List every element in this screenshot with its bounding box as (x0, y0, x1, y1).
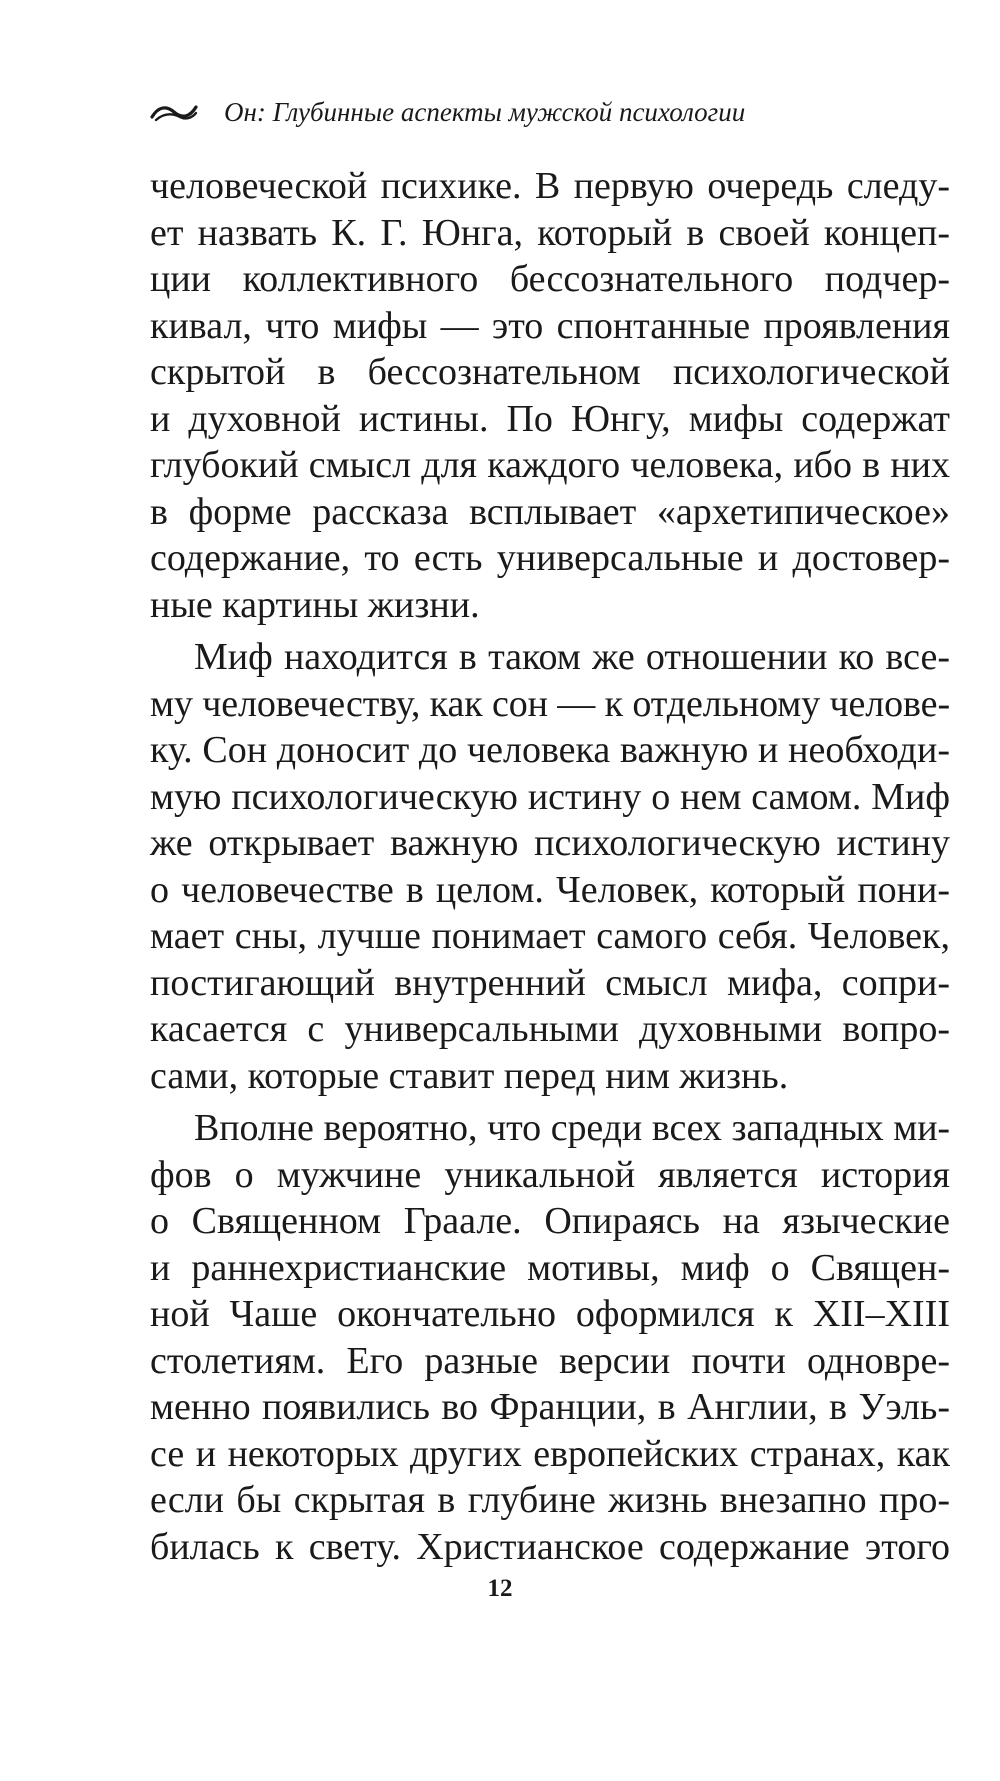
running-header (150, 92, 950, 132)
text-line: менно появились во Франции, в Англии, в Уэль- (150, 1386, 950, 1428)
text-line: постигающий внутренний смысл мифа, сопри- (150, 961, 950, 1004)
text-line: сами, которые ставит перед ним жизнь. (150, 1054, 789, 1097)
text-line: и духовной истины. По Юнгу, мифы содержат (150, 397, 950, 440)
text-line: ной Чаше окончательно оформился к XII–XIII (150, 1293, 950, 1335)
header-title: Он: Глубинные аспекты мужской психологии (224, 96, 746, 127)
text-line: же открывает важную психологическую истину (150, 822, 950, 864)
text-line: человеческой психике. В первую очередь следу- (150, 165, 950, 207)
text-line: Миф находится в таком же отношении ко все- (194, 636, 950, 678)
text-line: столетиям. Его разные версии почти одновре- (150, 1339, 950, 1382)
paragraph (150, 1105, 950, 1570)
text-line: ет назвать К. Г. Юнга, который в своей концеп- (150, 211, 950, 254)
paragraph (150, 163, 950, 628)
text-line: и раннехристианские мотивы, миф о Священ- (150, 1246, 950, 1289)
text-line: му человечеству, как сон — к отдельному челове- (150, 682, 950, 725)
text-line: ные картины жизни. (150, 583, 480, 626)
text-line: Вполне вероятно, что среди всех западных ми- (194, 1107, 950, 1149)
paragraph (150, 634, 950, 1099)
text-line: мает сны, лучше понимает самого себя. Человек, (150, 915, 950, 957)
body-text (150, 163, 950, 1570)
text-line: если бы скрытая в глубине жизнь внезапно про- (150, 1479, 950, 1521)
text-line: билась к свету. Христианское содержание этого (150, 1525, 950, 1568)
text-line: ции коллективного бессознательного подчер- (150, 258, 950, 300)
text-line: мую психологическую истину о нем самом. Миф (150, 775, 950, 818)
text-line: содержание, то есть универсальные и достовер- (150, 537, 950, 579)
page-number: 12 (487, 1575, 513, 1602)
text-line: кивал, что мифы — это спонтанные проявления (150, 304, 950, 347)
ornament-icon (150, 101, 198, 123)
text-line: о человечестве в целом. Человек, который пони- (150, 868, 950, 911)
text-line: се и некоторых других европейских странах, как (150, 1432, 950, 1475)
text-line: фов о мужчине уникальной является история (150, 1153, 950, 1196)
text-line: скрытой в бессознательном психологической (150, 351, 950, 393)
text-line: ку. Сон доносит до человека важную и необходи- (150, 729, 950, 771)
text-line: касается с универсальными духовными вопро- (150, 1008, 950, 1050)
text-line: глубокий смысл для каждого человека, ибо в них (150, 444, 950, 486)
text-line: о Священном Граале. Опираясь на языческие (150, 1200, 950, 1242)
text-line: в форме рассказа всплывает «архетипическое» (150, 490, 950, 533)
